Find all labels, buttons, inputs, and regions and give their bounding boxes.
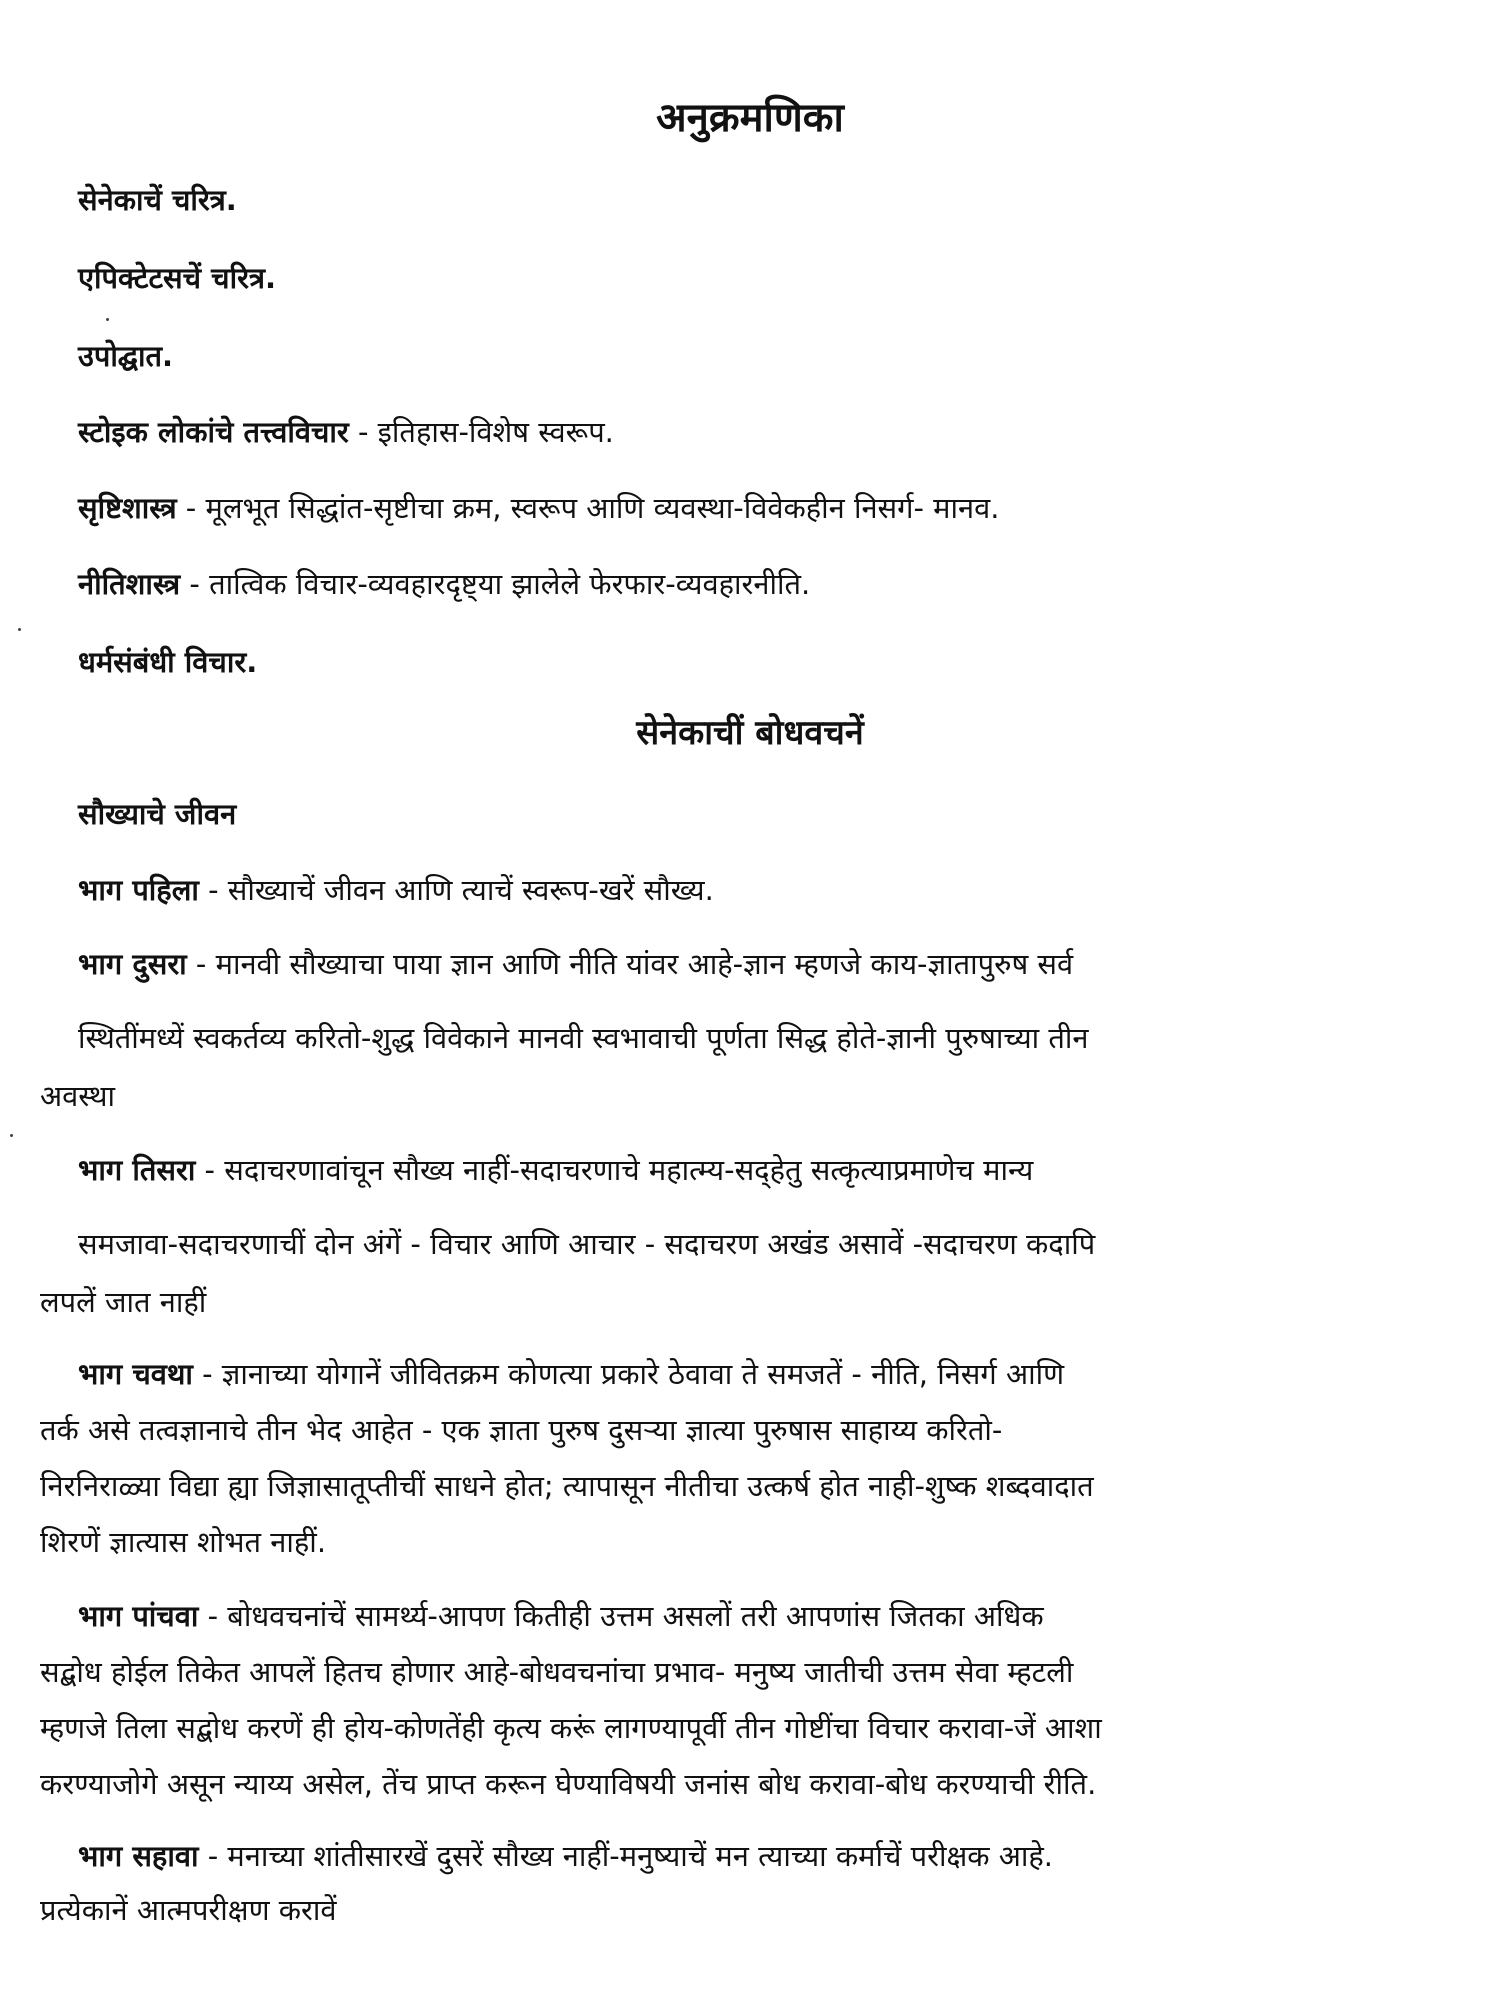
part-entry (78, 870, 714, 910)
scan-speck (106, 318, 109, 321)
part-text: - सदाचरणावांचून सौख्य नाहीं-सदाचरणाचे महात्म्य-सद्हेतु सत्कृत्याप्रमाणेच मान्य (195, 1153, 1034, 1187)
part-heading: भाग पांचवा (78, 1599, 199, 1633)
toc-entry (78, 180, 237, 220)
part-heading: भाग पहिला (78, 873, 199, 907)
toc-entry-heading: धर्मसंबंधी विचार. (78, 645, 258, 679)
part-entry (78, 1354, 1064, 1394)
part-text-line: समजावा-सदाचरणाचीं दोन अंगें - विचार आणि आचार - सदाचरण अखंड असावें -सदाचरण कदापि (78, 1227, 1096, 1261)
toc-entry (78, 642, 257, 682)
part-entry (78, 944, 1073, 984)
part-text: - मानवी सौख्याचा पाया ज्ञान आणि नीति यांवर आहे-ज्ञान म्हणजे काय-ज्ञातापुरुष सर्व (186, 947, 1074, 981)
part-heading: भाग चवथा (78, 1357, 193, 1391)
part-heading: भाग सहावा (78, 1839, 199, 1873)
scan-speck (18, 628, 21, 631)
part-text-line: स्थितींमध्यें स्वकर्तव्य करितो-शुद्ध विवेकाने मानवी स्वभावाची पूर्णता सिद्ध होते-ज्ञानी पुरुषाच्या तीन (78, 1021, 1089, 1055)
toc-entry-heading: सृष्टिशास्त्र (78, 491, 177, 525)
part-text-line: तर्क असे तत्वज्ञानाचे तीन भेद आहेत - एक ज्ञाता पुरुष दुसऱ्या ज्ञात्या पुरुषास साहाय्य करितो- (40, 1413, 1003, 1447)
toc-entry-text: - तात्विक विचार-व्यवहारदृष्ट्या झालेले फेरफार-व्यवहारनीति. (180, 567, 811, 601)
page-title: अनुक्रमणिका (656, 95, 844, 141)
toc-entry-heading: उपोद्घात. (78, 339, 174, 373)
toc-entry (78, 412, 614, 452)
part-text: - सौख्याचें जीवन आणि त्याचें स्वरूप-खरें सौख्य. (198, 873, 714, 907)
toc-entry-text: - इतिहास-विशेष स्वरूप. (348, 415, 614, 449)
toc-entry (78, 488, 999, 528)
part-entry (78, 1596, 1044, 1636)
toc-entry-heading: सेनेकाचें चरित्र. (78, 183, 237, 217)
part-text-line: सद्बोध होईल तिकेत आपलें हितच होणार आहे-बोधवचनांचा प्रभाव- मनुष्य जातीची उत्तम सेवा म्हटली (40, 1655, 1074, 1689)
part-heading: भाग दुसरा (78, 947, 187, 981)
part-entry (78, 1836, 1053, 1876)
toc-entry (78, 258, 276, 298)
part-entry (78, 1150, 1033, 1190)
toc-entry-text: - मूलभूत सिद्धांत-सृष्टीचा क्रम, स्वरूप आणि व्यवस्था-विवेकहीन निसर्ग- मानव. (176, 491, 1000, 525)
part-text-line: प्रत्येकानें आत्मपरीक्षण करावें (40, 1893, 337, 1927)
toc-entry (78, 336, 173, 376)
part-text: - ज्ञानाच्या योगानें जीवितक्रम कोणत्या प्रकारे ठेवावा ते समजतें - नीति, निसर्ग आणि (192, 1357, 1065, 1391)
part-text-line: करण्याजोगे असून न्याय्य असेल, तेंच प्राप्त करून घेण्याविषयी जनांस बोध करावा-बोध करण्याची रीति. (40, 1767, 1097, 1801)
sub-title: सौख्याचे जीवन (78, 797, 237, 831)
part-heading: भाग तिसरा (78, 1153, 196, 1187)
section-title: सेनेकाचीं बोधवचनें (636, 713, 864, 753)
part-text: - बोधवचनांचें सामर्थ्य-आपण कितीही उत्तम असलों तरी आपणांस जितका अधिक (198, 1599, 1044, 1633)
scan-speck (10, 1134, 13, 1137)
part-text: - मनाच्या शांतीसारखें दुसरें सौख्य नाहीं-मनुष्याचें मन त्याच्या कर्माचें परीक्षक आहे. (198, 1839, 1054, 1873)
toc-entry (78, 564, 810, 604)
part-text-line: निरनिराळ्या विद्या ह्या जिज्ञासातूप्तीचीं साधने होत; त्यापासून नीतीचा उत्कर्ष होत नाही-शुष्क शब्दवादात (40, 1469, 1094, 1503)
part-text-line: म्हणजे तिला सद्बोध करणें ही होय-कोणतेंही कृत्य करूं लागण्यापूर्वी तीन गोष्टींचा विचार करावा-जें आशा (40, 1711, 1102, 1745)
toc-entry-heading: स्टोइक लोकांचे तत्त्वविचार (78, 415, 349, 449)
part-text-line: अवस्था (40, 1079, 116, 1113)
toc-entry-heading: नीतिशास्त्र (78, 567, 181, 601)
toc-entry-heading: एपिक्टेटसचें चरित्र. (78, 261, 276, 295)
part-text-line: शिरणें ज्ञात्यास शोभत नाहीं. (40, 1525, 327, 1559)
part-text-line: लपलें जात नाहीं (40, 1285, 207, 1319)
